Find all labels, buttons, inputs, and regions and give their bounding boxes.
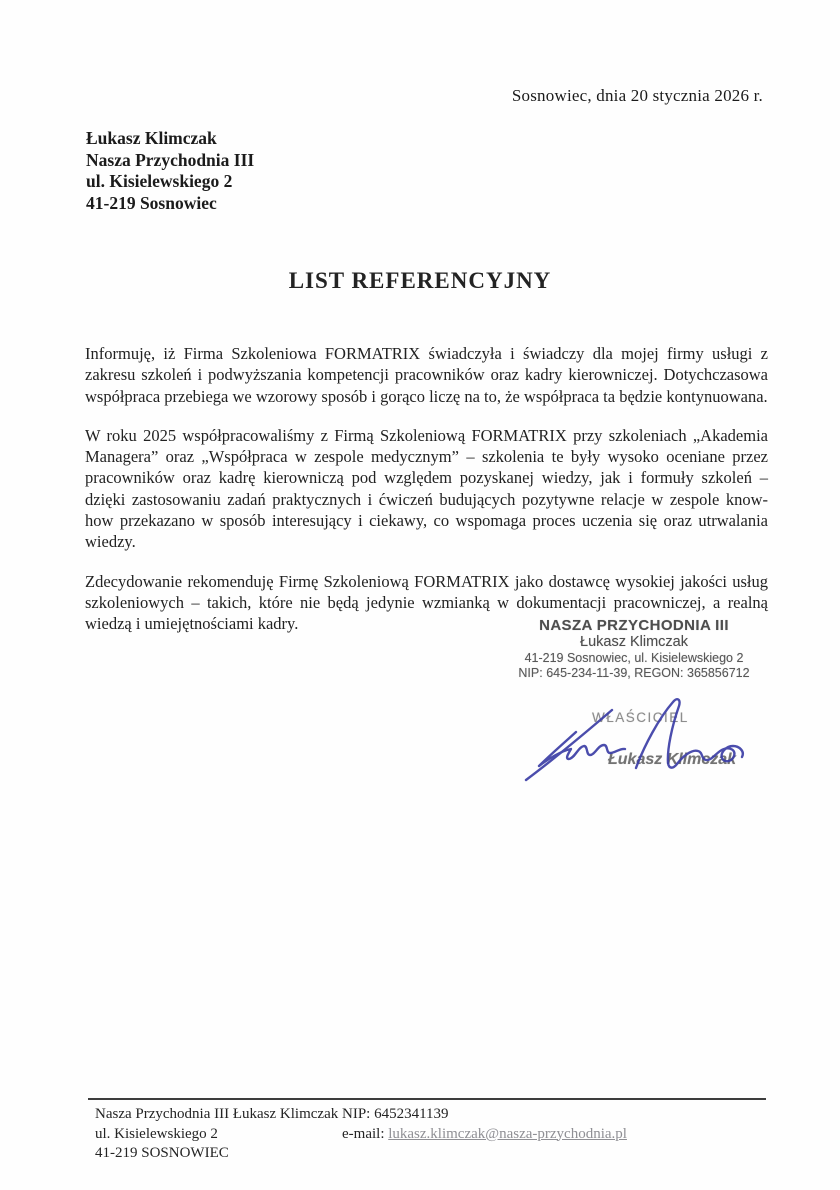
signature-area: [520, 688, 770, 798]
body-paragraph-3: Zdecydowanie rekomenduję Firmę Szkoleniową FORMATRIX jako dostawcę wysokiej jakości usług szkoleniowych – takich, które nie będą jedynie wzmianką w dokumentacji pracowniczej, a realną wiedzą i umiejętnościami kadry.: [85, 571, 768, 634]
handwritten-signature-ink: [520, 688, 770, 798]
letter-body: [85, 343, 768, 653]
footer-company-block: [95, 1105, 342, 1164]
stamp-company-name: NASZA PRZYCHODNIA III: [539, 617, 729, 634]
footer-company-line: Nasza Przychodnia III Łukasz Klimczak: [95, 1106, 339, 1122]
stamp-nip-regon: NIP: 645-234-11-39, REGON: 365856712: [518, 666, 750, 680]
footer-nip-label: NIP:: [342, 1106, 371, 1122]
body-paragraph-2: W roku 2025 współpracowaliśmy z Firmą Szkoleniową FORMATRIX przy szkoleniach „Akademia Managera” oraz „Współpraca w zespole medycznym” – szkolenia te były wysoko oceniane przez pracowników oraz kadrę kierowniczą pod względem pozyskanej wiedzy, jak i formuły szkoleń – dzięki zastosowaniu zadań praktycznych i ćwiczeń budujących pozytywne relacje w zespole know-how przekazano w sposób interesujący i ciekawy, co wspomaga proces uczenia się oraz utrwalania wiedzy.: [85, 425, 768, 552]
body-paragraph-1: Informuję, iż Firma Szkoleniowa FORMATRIX świadczyła i świadczy dla mojej firmy usługi z zakresu szkoleń i podwyższania kompetencji pracowników oraz kadry kierowniczej. Dotychczasowa współpraca przebiega we wzorowy sposób i gorąco liczę na to, że współpraca ta będzie kontynuowana.: [85, 344, 768, 406]
letter-title: LIST REFERENCYJNY: [288, 268, 552, 293]
signature-printed-name: Łukasz Klimczak: [608, 751, 737, 768]
footer-street-line: ul. Kisielewskiego 2: [95, 1125, 218, 1142]
stamp-owner-name: Łukasz Klimczak: [580, 634, 688, 650]
sender-street: ul. Kisielewskiego 2: [86, 171, 233, 191]
footer: [88, 1098, 766, 1164]
sender-company: Nasza Przychodnia III: [86, 149, 255, 170]
footer-email-label: e-mail:: [342, 1125, 385, 1142]
date-line: Sosnowiec, dnia 20 stycznia 2026 r.: [511, 86, 763, 105]
company-stamp: [505, 617, 763, 681]
footer-city-line: 41-219 SOSNOWIEC: [95, 1145, 229, 1161]
sender-address-block: [86, 128, 254, 214]
footer-email-link[interactable]: lukasz.klimczak@nasza-przychodnia.pl: [388, 1125, 627, 1142]
footer-contact-block: [342, 1105, 627, 1164]
footer-nip-value: 6452341139: [374, 1106, 449, 1122]
stamp-address: 41-219 Sosnowiec, ul. Kisielewskiego 2: [524, 651, 744, 665]
footer-divider-line: [88, 1098, 766, 1100]
signature-role-stamp: WŁAŚCICIEL: [592, 710, 689, 725]
sender-name: Łukasz Klimczak: [86, 128, 217, 148]
footer-nip-line: [342, 1105, 627, 1125]
footer-email-line: [342, 1125, 627, 1145]
sender-city: 41-219 Sosnowiec: [86, 192, 217, 213]
